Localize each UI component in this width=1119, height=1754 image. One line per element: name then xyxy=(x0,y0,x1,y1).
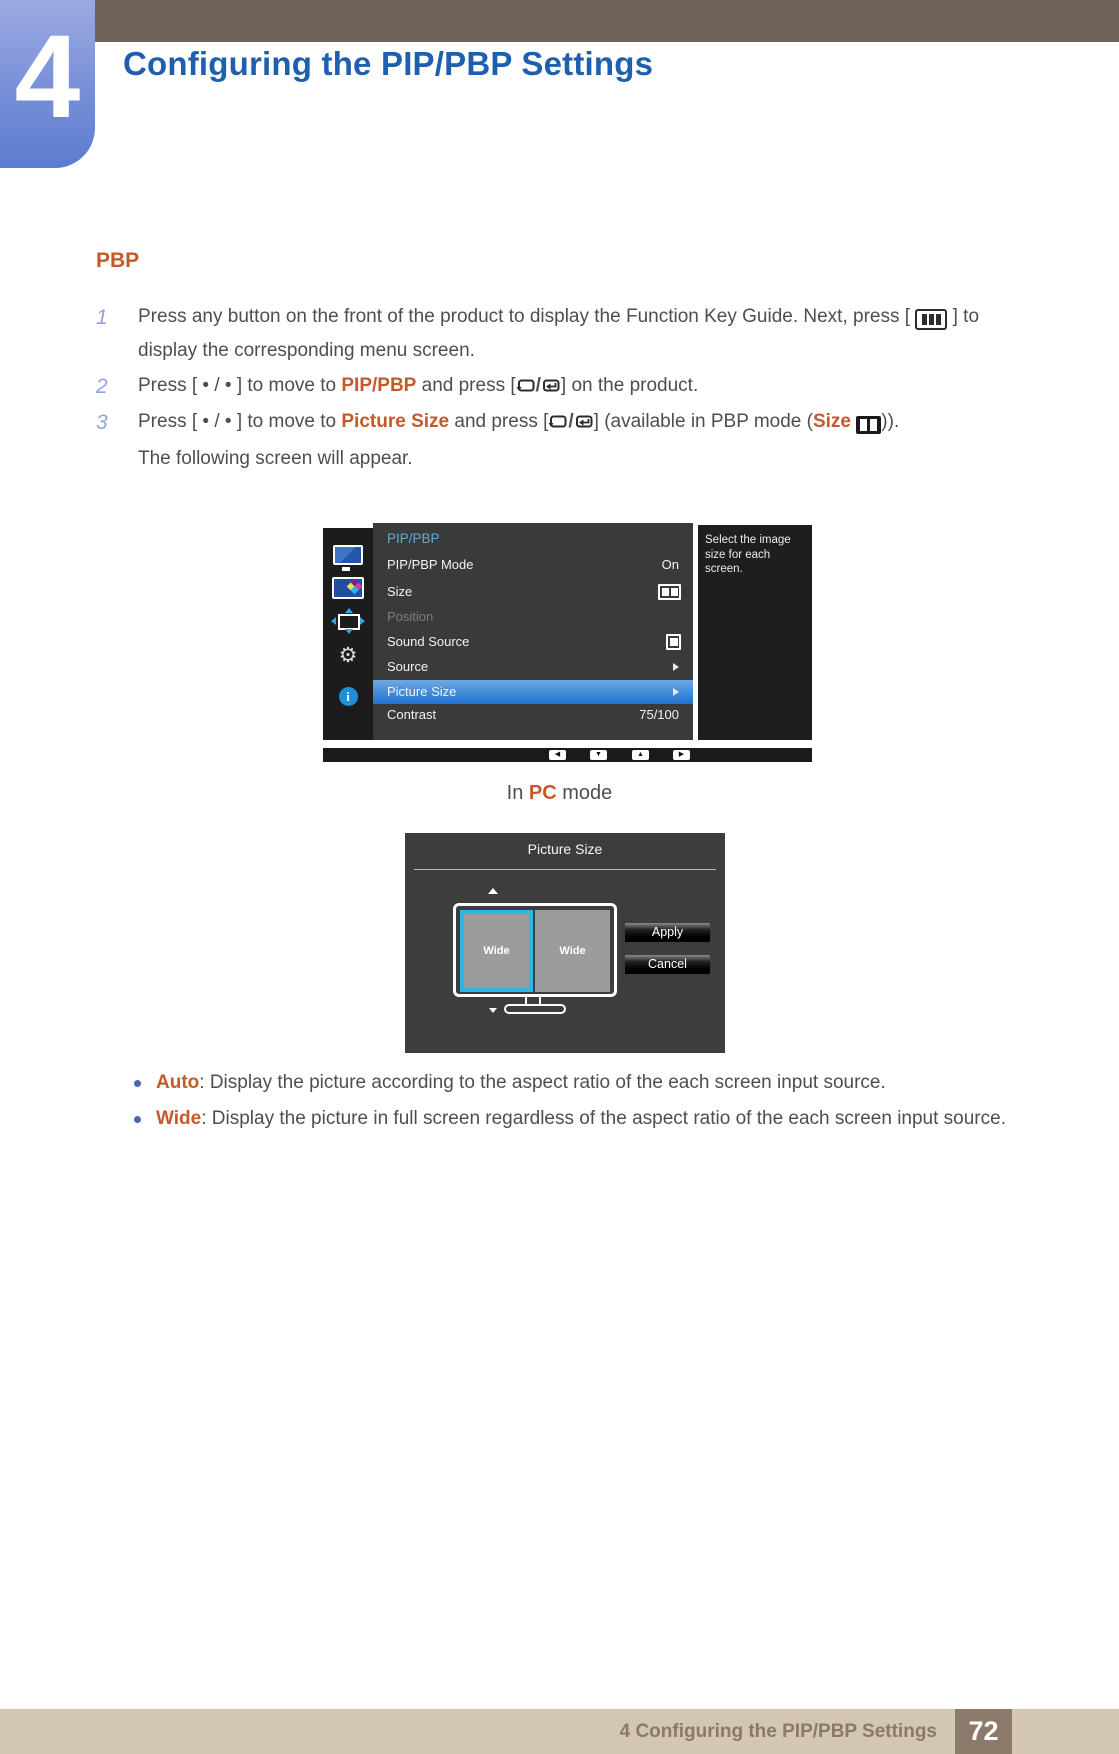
page-number-badge: 72 xyxy=(955,1709,1012,1754)
nav-right-button[interactable]: ▶ xyxy=(673,750,690,760)
bullet-icon xyxy=(134,1080,141,1087)
step-2-text-a: Press [ • / • ] to move to xyxy=(138,375,342,396)
dialog-separator xyxy=(414,869,716,870)
step-2-text-c: ] on the product. xyxy=(560,375,699,396)
page-title: Configuring the PIP/PBP Settings xyxy=(123,45,654,82)
step-3-text-d: )). xyxy=(881,411,900,432)
right-screen-pane[interactable] xyxy=(535,910,610,992)
osd-navigation-bar xyxy=(323,748,812,762)
jog-button-icon xyxy=(548,413,568,430)
bullet-auto-text: : Display the picture according to the aspect ratio of the each screen input source. xyxy=(199,1072,886,1093)
step-2-text-b: and press [ xyxy=(416,375,516,396)
nav-up-button[interactable]: ▲ xyxy=(632,750,649,760)
bullet-wide-text: : Display the picture in full screen regardless of the aspect ratio of the each screen input source. xyxy=(201,1108,1006,1129)
osd-row-pip-pbp-mode[interactable] xyxy=(373,554,693,576)
bullet-wide xyxy=(156,1101,1076,1136)
step-3-text-c: ] (available in PBP mode ( xyxy=(593,411,813,432)
osd-row-label: Source xyxy=(387,659,429,674)
picture-size-dialog-screenshot xyxy=(405,833,725,1053)
information-icon[interactable]: i xyxy=(323,687,373,706)
jog-button-icon xyxy=(516,377,536,394)
osd-sidebar xyxy=(323,528,373,740)
osd-row-sound-source[interactable] xyxy=(373,631,693,653)
chapter-number-block xyxy=(0,0,95,168)
scroll-down-arrow-icon[interactable] xyxy=(489,1008,497,1013)
mode-caption-accent: PC xyxy=(528,782,557,804)
cancel-button[interactable]: Cancel xyxy=(625,955,710,974)
step-3-line xyxy=(138,411,899,434)
settings-gear-icon[interactable]: ⚙ xyxy=(338,644,358,667)
mode-caption-prefix: In xyxy=(506,782,529,804)
picture-menu-icon[interactable] xyxy=(323,545,373,565)
nav-down-button[interactable]: ▼ xyxy=(590,750,607,760)
osd-menu-title: PIP/PBP xyxy=(387,531,440,546)
step-3-number: 3 xyxy=(96,411,108,434)
header-bar xyxy=(0,0,1119,42)
step-1-line-2: display the corresponding menu screen. xyxy=(138,340,475,361)
osd-row-source[interactable] xyxy=(373,656,693,678)
enter-button-icon xyxy=(574,413,594,430)
step-2-line xyxy=(138,375,698,397)
step-3-text-b: and press [ xyxy=(449,411,549,432)
osd-row-value: On xyxy=(661,557,679,572)
step-3-text-a: Press [ • / • ] to move to xyxy=(138,411,342,432)
osd-row-label: PIP/PBP Mode xyxy=(387,557,474,572)
osd-row-contrast[interactable] xyxy=(373,704,693,726)
chapter-number: 4 xyxy=(14,11,81,143)
monitor-illustration xyxy=(453,903,617,997)
osd-row-label: Picture Size xyxy=(387,684,457,699)
step-2-slash: / xyxy=(535,375,541,396)
section-heading: PBP xyxy=(96,249,140,272)
step-3-accent-size: Size xyxy=(812,411,852,432)
pbp-size-icon xyxy=(856,416,881,434)
submenu-arrow-icon xyxy=(673,663,679,671)
scroll-up-arrow-icon[interactable] xyxy=(488,888,498,894)
position-menu-icon[interactable] xyxy=(323,610,373,632)
pip-pbp-menu-icon[interactable] xyxy=(323,577,373,599)
function-key-guide-icon xyxy=(915,309,947,330)
osd-help-panel xyxy=(698,525,812,740)
dialog-title: Picture Size xyxy=(527,841,603,857)
step-3-accent: Picture Size xyxy=(341,411,450,432)
bullet-auto xyxy=(156,1065,886,1100)
submenu-arrow-icon xyxy=(673,688,679,696)
step-2-accent: PIP/PBP xyxy=(341,375,417,396)
step-1-text-a: Press any button on the front of the product to display the Function Key Guide. Next, press [ xyxy=(138,306,916,327)
step-1-text-b: ] to xyxy=(947,306,980,327)
footer-section-label: 4 Configuring the PIP/PBP Settings xyxy=(619,1721,937,1742)
step-1-number: 1 xyxy=(96,306,108,329)
mode-caption-suffix: mode xyxy=(556,782,613,804)
step-1-line-1 xyxy=(138,306,979,330)
osd-row-label: Position xyxy=(387,609,434,624)
bullet-icon xyxy=(134,1116,141,1123)
apply-button[interactable]: Apply xyxy=(625,923,710,942)
pbp-two-pane-icon xyxy=(658,584,681,600)
left-pane-label: Wide xyxy=(483,945,510,957)
enter-button-icon xyxy=(541,377,561,394)
step-3-slash: / xyxy=(568,411,574,432)
bullet-auto-term: Auto xyxy=(156,1072,200,1093)
osd-row-picture-size-selected[interactable] xyxy=(373,680,693,704)
nav-left-button[interactable]: ◀ xyxy=(549,750,566,760)
osd-row-label: Contrast xyxy=(387,707,437,722)
sound-source-pane-icon xyxy=(666,634,681,650)
osd-row-label: Sound Source xyxy=(387,634,470,649)
osd-row-position xyxy=(373,606,693,628)
osd-row-value: 75/100 xyxy=(639,707,679,722)
monitor-stand-base xyxy=(504,1004,566,1014)
osd-row-size[interactable] xyxy=(373,581,693,603)
footer-bar xyxy=(0,1709,1119,1754)
bullet-wide-term: Wide xyxy=(156,1108,202,1129)
step-3-line-2: The following screen will appear. xyxy=(138,448,413,469)
step-2-number: 2 xyxy=(96,375,108,398)
osd-row-label: Size xyxy=(387,584,413,599)
osd-menu-screenshot xyxy=(323,523,812,763)
mode-caption xyxy=(0,782,1119,805)
right-pane-label: Wide xyxy=(559,945,586,957)
osd-help-text: Select the image size for each screen. xyxy=(705,534,791,575)
left-screen-pane-selected[interactable] xyxy=(460,910,533,992)
osd-menu-panel xyxy=(373,523,693,740)
